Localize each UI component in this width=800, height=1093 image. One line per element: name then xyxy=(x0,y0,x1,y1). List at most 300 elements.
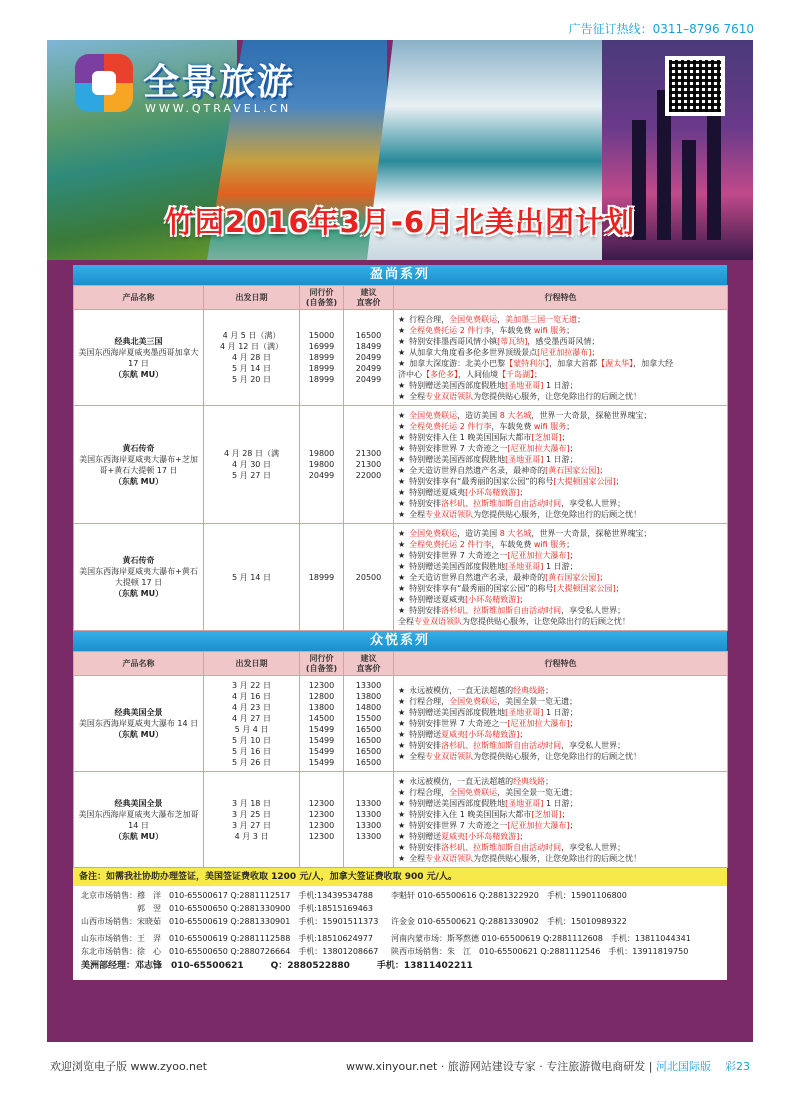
feature-text: 特别安排世界 7 大奇迹之一 xyxy=(409,820,508,830)
bullet-star-icon: ★ xyxy=(398,454,406,464)
departure-date: 4 月 3 日 xyxy=(234,831,269,841)
feature-text: ； xyxy=(566,539,575,549)
feature-text: ，车载免费 xyxy=(491,325,534,335)
bullet-star-icon: ★ xyxy=(398,719,406,728)
feature-text: 经典线路 xyxy=(513,776,546,786)
bullet-star-icon: ★ xyxy=(398,410,406,420)
feature-line xyxy=(398,787,723,798)
feature-text: [圣地亚哥] xyxy=(505,561,544,571)
feature-text: ； xyxy=(569,550,578,560)
feature-text: 特别安排入住 1 晚美国国际大都市 xyxy=(409,809,532,819)
feature-text: ； xyxy=(566,325,575,335)
feature-text: [尼亚加拉大瀑布] xyxy=(507,719,570,728)
feature-text: ； xyxy=(599,572,608,582)
feature-text: [小环岛精致游] xyxy=(465,831,520,841)
feature-text: 为您提供贴心服务，让您免除出行的后顾之忧！ xyxy=(473,509,642,519)
feature-text: 从加拿大角度看多伦多世界顶级景点 xyxy=(409,347,538,357)
retail-price: 18499 xyxy=(355,342,382,351)
retail-price: 13800 xyxy=(355,691,382,701)
feature-text: [黄石国家公园] xyxy=(545,572,600,582)
feature-text: 1 日游； xyxy=(543,798,578,808)
feature-text: [圣地亚哥] xyxy=(505,454,544,464)
header-product: 产品名称 xyxy=(74,652,204,676)
feature-text: 特别安排入住 1 晚美国国际大都市 xyxy=(409,432,532,442)
feature-text: ； xyxy=(519,487,528,497)
bullet-star-icon: ★ xyxy=(398,325,406,335)
feature-text: 特别赠送 xyxy=(409,730,442,739)
departure-date: 5 月 16 日 xyxy=(232,746,271,756)
brand-logo-text: 全景旅游 xyxy=(143,62,296,103)
feature-line xyxy=(398,685,723,696)
retail-price: 16500 xyxy=(355,757,382,767)
bullet-star-icon: ★ xyxy=(398,380,406,390)
flyer-frame xyxy=(47,40,753,1042)
feature-text: 【多伦多】 xyxy=(422,369,458,379)
bullet-star-icon: ★ xyxy=(398,798,406,808)
contact-left: 北京市场销售：穆 洋 010-65500617 Q:2881112517 手机:13439534788 xyxy=(81,891,373,900)
feature-text: 全天造访世界自然遗产名录，最神奇的 xyxy=(409,572,546,582)
feature-text: 1 日游； xyxy=(543,380,578,390)
feature-text: ； xyxy=(599,465,608,475)
retail-price: 20499 xyxy=(355,353,382,362)
plan-table xyxy=(73,651,728,868)
product-name xyxy=(74,772,204,868)
peer-price-cell xyxy=(300,524,344,631)
feature-text: ，享受私人世界； xyxy=(561,605,626,615)
header-date: 出发日期 xyxy=(204,286,300,310)
feature-line xyxy=(398,432,723,443)
feature-text: 1 日游； xyxy=(543,454,578,464)
feature-text: ，人间仙境 xyxy=(458,369,498,379)
plan-content xyxy=(73,265,727,980)
feature-text: [圣地亚哥] xyxy=(505,380,544,390)
product-name-line: 美国东西海岸夏威夷大瀑布芝加哥 14 日 xyxy=(78,809,199,830)
departure-date: 3 月 25 日 xyxy=(232,809,271,819)
feature-text: ，享受私人世界； xyxy=(561,842,626,852)
departure-date: 4 月 16 日 xyxy=(232,691,271,701)
bullet-star-icon: ★ xyxy=(398,776,406,786)
product-name xyxy=(74,406,204,524)
feature-line xyxy=(398,410,723,421)
peer-price: 12800 xyxy=(308,691,335,701)
feature-text: 经典线路 xyxy=(513,686,546,695)
feature-text: ； xyxy=(561,809,570,819)
product-name-line: 美国东西海岸夏威夷大瀑布+芝加哥+黄石大提顿 17 日 xyxy=(79,454,198,475)
feature-text: ； xyxy=(615,476,624,486)
bullet-star-icon: ★ xyxy=(398,730,406,739)
feature-line xyxy=(398,476,723,487)
feature-text: 全国免费联运 xyxy=(409,410,458,420)
bullet-star-icon: ★ xyxy=(398,476,406,486)
bullet-star-icon: ★ xyxy=(398,347,406,357)
departure-date: 5 月 14 日 xyxy=(232,364,271,373)
contact-row xyxy=(81,932,721,945)
feature-text: 特别赠送美国西部度假胜地 xyxy=(409,380,506,390)
feature-text: 特别安排享有“最秀丽的国家公园”的称号 xyxy=(409,476,554,486)
contact-right: 李魁轩 010-65500616 Q:2881322920 手机：15901106800 xyxy=(391,891,627,900)
retail-price: 21300 xyxy=(355,449,382,458)
bullet-star-icon: ★ xyxy=(398,421,406,431)
peer-price: 20499 xyxy=(308,471,335,480)
feature-text: ，享受私人世界； xyxy=(561,741,626,750)
contact-row xyxy=(81,889,721,902)
feature-text: ，世界一大奇景，探秘世界瑰宝； xyxy=(531,410,652,420)
feature-line xyxy=(398,831,723,842)
retail-price-cell xyxy=(344,406,394,524)
contact-left: 山东市场销售：王 羿 010-65500619 Q:2881112588 手机:18510624977 xyxy=(81,934,373,943)
feature-text: [尼亚加拉瀑布] xyxy=(537,347,592,357)
feature-text: 永远被模仿，一直无法超越的 xyxy=(409,686,514,695)
bullet-star-icon: ★ xyxy=(398,314,406,324)
product-name-line: 黄石传奇 xyxy=(122,556,155,565)
feature-line xyxy=(398,380,723,391)
feature-text: 为您提供贴心服务，让您免除出行的后顾之忧！ xyxy=(473,391,642,401)
table-row xyxy=(74,406,728,524)
feature-text: 夏威夷 xyxy=(441,730,466,739)
peer-price: 13800 xyxy=(308,702,335,712)
visa-note: 备注：如需我社协助办理签证，美国签证费收取 1200 元/人，加拿大签证费收取 900 元/人。 xyxy=(73,868,727,886)
feature-text: [尼亚加拉大瀑布] xyxy=(507,550,570,560)
bullet-star-icon: ★ xyxy=(398,752,406,761)
contact-right xyxy=(391,902,721,915)
feature-text: 专业双语领队 xyxy=(425,391,474,401)
peer-price: 19800 xyxy=(308,449,335,458)
feature-text: 特别安排世界 7 大奇迹之一 xyxy=(409,550,508,560)
feature-text: ； xyxy=(591,347,600,357)
retail-price: 13300 xyxy=(355,680,382,690)
feature-text: ，车载免费 xyxy=(491,421,534,431)
contact-left: 山西市场销售：宋晓茹 010-65500619 Q:2881330901 手机：15901511373 xyxy=(81,917,379,926)
departure-date: 5 月 10 日 xyxy=(232,735,271,745)
product-name-line: （东航 MU） xyxy=(113,476,164,486)
feature-text: ，享受私人世界； xyxy=(561,498,626,508)
feature-text: 全国免费联运 xyxy=(449,314,498,324)
retail-price: 20500 xyxy=(355,572,382,582)
feature-text: 1 日游； xyxy=(543,708,578,717)
bullet-star-icon: ★ xyxy=(398,809,406,819)
hero-banner xyxy=(47,40,753,260)
retail-price: 16500 xyxy=(355,746,382,756)
bullet-star-icon: ★ xyxy=(398,831,406,841)
bullet-star-icon: ★ xyxy=(398,686,406,695)
product-name-line: 经典美国全景 xyxy=(114,708,163,717)
table-row xyxy=(74,310,728,406)
peer-price: 12300 xyxy=(308,831,335,841)
bullet-star-icon: ★ xyxy=(398,853,406,863)
feature-line xyxy=(398,776,723,787)
feature-line xyxy=(398,498,723,509)
product-name-line: （东航 MU） xyxy=(113,369,164,379)
feature-text: [芝加哥] xyxy=(531,809,562,819)
peer-price: 18999 xyxy=(308,375,335,384)
departure-date: 3 月 22 日 xyxy=(232,680,271,690)
feature-text: ； xyxy=(519,730,528,739)
departure-date: 5 月 26 日 xyxy=(232,757,271,767)
feature-text: [芝加哥] xyxy=(531,432,562,442)
feature-text: ； xyxy=(569,443,578,453)
header-product: 产品名称 xyxy=(74,286,204,310)
retail-price: 16500 xyxy=(355,735,382,745)
feature-text: 特别安排享有“最秀丽的国家公园”的称号 xyxy=(409,583,554,593)
bullet-star-icon: ★ xyxy=(398,741,406,750)
header-peer-price: 同行价 (自备签) xyxy=(300,652,344,676)
feature-text: ，加拿大经 xyxy=(633,358,674,368)
departure-date: 4 月 30 日 xyxy=(232,460,271,469)
feature-text: 行程合理， xyxy=(409,697,450,706)
bullet-star-icon: ★ xyxy=(398,787,406,797)
feature-line xyxy=(398,842,723,853)
departure-date-cell xyxy=(204,406,300,524)
feature-text: 特别赠送美国西部度假胜地 xyxy=(409,708,506,717)
feature-text: wifi 服务 xyxy=(533,421,567,431)
table-row xyxy=(74,676,728,772)
feature-text: 美加墨三国一览无遗 xyxy=(505,314,578,324)
feature-text: 特别赠送 xyxy=(409,831,442,841)
feature-text: 夏威夷 xyxy=(441,831,466,841)
product-name-line: 美国东西海岸夏威夷大瀑布 14 日 xyxy=(78,719,199,728)
header-peer-price: 同行价 (自备签) xyxy=(300,286,344,310)
bullet-star-icon: ★ xyxy=(398,336,406,346)
feature-line xyxy=(398,347,723,358)
peer-price: 18999 xyxy=(308,364,335,373)
table-header-row xyxy=(74,652,728,676)
retail-price: 20499 xyxy=(355,364,382,373)
retail-price-cell xyxy=(344,524,394,631)
bullet-star-icon: ★ xyxy=(398,391,406,401)
feature-line xyxy=(398,314,723,325)
product-name-line: （东航 MU） xyxy=(113,589,164,598)
feature-text: ； xyxy=(519,594,528,604)
feature-line xyxy=(398,391,723,402)
header-retail-price: 建议 直客价 xyxy=(344,286,394,310)
feature-text: ， xyxy=(497,314,506,324)
product-name xyxy=(74,524,204,631)
bullet-star-icon: ★ xyxy=(398,498,406,508)
feature-line xyxy=(398,454,723,465)
feature-text: [圣地亚哥] xyxy=(505,798,544,808)
contact-right: 许金金 010-65500621 Q:2881330902 手机：15010989322 xyxy=(391,917,627,926)
feature-text: 特别安排墨西哥风情小镇 xyxy=(409,336,498,346)
peer-price: 18999 xyxy=(308,353,335,362)
bullet-star-icon: ★ xyxy=(398,487,406,497)
feature-text: 特别赠送夏威夷 xyxy=(409,594,466,604)
feature-text: 全程免费托运 2 件行李 xyxy=(409,539,492,549)
feature-text: 特别安排 xyxy=(409,741,442,750)
feature-text: [大提顿国家公园] xyxy=(553,476,616,486)
product-name-line: （东航 MU） xyxy=(113,730,164,739)
feature-text: 1 日游； xyxy=(543,561,578,571)
feature-text: [尼亚加拉大瀑布] xyxy=(507,443,570,453)
departure-date: 4 月 28 日（满 xyxy=(224,449,279,458)
peer-price: 15000 xyxy=(308,331,335,340)
page-title: 竹园2016年3月-6月北美出团计划 xyxy=(164,205,636,239)
retail-price: 15500 xyxy=(355,713,382,723)
contact-right: 陕西市场销售：朱 江 010-65500621 Q:2881112546 手机：13911819750 xyxy=(391,947,689,956)
contact-left: 东北市场销售：徐 心 010-65500650 Q:2880726664 手机：13801208667 xyxy=(81,947,379,956)
bullet-star-icon: ★ xyxy=(398,443,406,453)
ad-hotline: 广告征订热线：0311–8796 7610 xyxy=(568,22,754,36)
feature-text: ； xyxy=(534,369,542,379)
brand-logo-icon xyxy=(75,54,133,112)
feature-line xyxy=(398,509,723,520)
feature-text: 特别赠送美国西部度假胜地 xyxy=(409,561,506,571)
feature-line xyxy=(398,809,723,820)
feature-text: 全程免费托运 2 件行李 xyxy=(409,325,492,335)
departure-date: 3 月 27 日 xyxy=(232,820,271,830)
departure-date-cell xyxy=(204,524,300,631)
feature-text: 专业双语领队 xyxy=(425,752,474,761)
feature-text: 全程 xyxy=(409,853,426,863)
feature-text: 特别安排 xyxy=(409,842,442,852)
product-name xyxy=(74,676,204,772)
feature-line xyxy=(398,528,723,539)
header-features: 行程特色 xyxy=(394,652,728,676)
feature-line xyxy=(398,707,723,718)
feature-text: 特别安排世界 7 大奇迹之一 xyxy=(409,719,508,728)
feature-line xyxy=(398,820,723,831)
features-cell xyxy=(394,524,728,631)
departure-date: 5 月 27 日 xyxy=(232,471,271,480)
retail-price: 13300 xyxy=(355,831,382,841)
departure-date: 4 月 12 日（满） xyxy=(220,342,283,351)
feature-line xyxy=(398,696,723,707)
feature-text: ； xyxy=(545,776,554,786)
feature-text: ，美国全景一览无遗； xyxy=(497,697,578,706)
feature-text: 专业双语领队 xyxy=(425,853,474,863)
feature-line xyxy=(398,616,723,627)
bullet-star-icon: ★ xyxy=(398,708,406,717)
feature-text: ，感受墨西哥风情； xyxy=(527,336,600,346)
feature-line xyxy=(398,853,723,864)
peer-price: 15499 xyxy=(308,757,335,767)
bullet-star-icon: ★ xyxy=(398,539,406,549)
feature-text: 【蒙特利尔】 xyxy=(505,358,550,368)
feature-text: ； xyxy=(615,583,624,593)
feature-text: [小环岛精致游] xyxy=(465,594,520,604)
feature-line xyxy=(398,718,723,729)
feature-line xyxy=(398,336,723,347)
retail-price: 16500 xyxy=(355,724,382,734)
feature-line xyxy=(398,740,723,751)
header-features: 行程特色 xyxy=(394,286,728,310)
feature-line xyxy=(398,539,723,550)
retail-price: 13300 xyxy=(355,798,382,808)
feature-text: 特别赠送美国西部度假胜地 xyxy=(409,798,506,808)
feature-text: [黄石国家公园] xyxy=(545,465,600,475)
peer-price: 15499 xyxy=(308,724,335,734)
peer-price: 12300 xyxy=(308,680,335,690)
feature-text: 全天造访世界自然遗产名录，最神奇的 xyxy=(409,465,546,475)
feature-text: 洛杉矶、拉斯维加斯自由活动时间 xyxy=(441,498,562,508)
peer-price-cell xyxy=(300,772,344,868)
series-title: 盈尚系列 xyxy=(73,265,727,285)
feature-text: 全国免费联运 xyxy=(449,787,498,797)
feature-line xyxy=(398,487,723,498)
table-header-row xyxy=(74,286,728,310)
feature-text: 特别赠送美国西部度假胜地 xyxy=(409,454,506,464)
product-name-line: 黄石传奇 xyxy=(122,443,155,453)
footer-right xyxy=(346,1058,750,1074)
feature-text: 洛杉矶、拉斯维加斯自由活动时间 xyxy=(441,605,562,615)
departure-date: 5 月 14 日 xyxy=(232,572,271,582)
product-name-line: 经典美国全景 xyxy=(114,798,163,808)
feature-text: 特别安排世界 7 大奇迹之一 xyxy=(409,443,508,453)
feature-text: 为您提供贴心服务，让您免除出行的后顾之忧！ xyxy=(473,752,642,761)
departure-date: 4 月 5 日（满） xyxy=(222,331,281,340)
feature-text: wifi 服务 xyxy=(533,325,567,335)
features-cell xyxy=(394,772,728,868)
peer-price-cell xyxy=(300,676,344,772)
footer-left-link[interactable]: 欢迎浏览电子版 www.zyoo.net xyxy=(50,1060,208,1073)
bullet-star-icon: ★ xyxy=(398,594,406,604)
feature-text: [大提顿国家公园] xyxy=(553,583,616,593)
contact-row xyxy=(81,915,721,928)
feature-line xyxy=(398,605,723,616)
feature-text: 行程合理， xyxy=(409,314,450,324)
feature-text: 全国免费联运 xyxy=(449,697,498,706)
feature-text: 全程 xyxy=(409,391,426,401)
feature-line xyxy=(398,325,723,336)
feature-text: 专业双语领队 xyxy=(414,616,462,626)
bullet-star-icon: ★ xyxy=(398,465,406,475)
manager-contact: 美洲部经理：邓志锋 010-65500621 Q：2880522880 手机：13811402211 xyxy=(81,961,473,971)
peer-price: 16999 xyxy=(308,342,335,351)
bullet-star-icon: ★ xyxy=(398,572,406,582)
feature-text: 8 大名城 xyxy=(499,410,532,420)
feature-text: 行程合理， xyxy=(409,787,450,797)
product-name-line: （东航 MU） xyxy=(113,831,164,841)
retail-price: 20499 xyxy=(355,375,382,384)
feature-line xyxy=(398,798,723,809)
bullet-star-icon: ★ xyxy=(398,561,406,571)
plan-table xyxy=(73,285,728,631)
bullet-star-icon: ★ xyxy=(398,605,406,615)
contact-right: 河南内蒙市场：斯琴熬德 010-65500619 Q:2881112608 手机：13811044341 xyxy=(391,934,691,943)
bullet-star-icon: ★ xyxy=(398,583,406,593)
product-name-line: 美国东西海岸夏威夷墨西哥加拿大 17 日 xyxy=(78,347,199,368)
contact-row xyxy=(81,945,721,958)
bullet-star-icon: ★ xyxy=(398,432,406,442)
product-name-line: 经典北美三国 xyxy=(114,336,163,346)
feature-text: 洛杉矶、拉斯维加斯自由活动时间 xyxy=(441,741,562,750)
departure-date: 4 月 23 日 xyxy=(232,702,271,712)
features-cell xyxy=(394,676,728,772)
feature-text: ； xyxy=(577,314,586,324)
feature-line xyxy=(398,358,723,369)
peer-price-cell xyxy=(300,310,344,406)
feature-line xyxy=(398,369,723,380)
peer-price: 12300 xyxy=(308,820,335,830)
departure-date: 5 月 4 日 xyxy=(234,724,269,734)
feature-text: 【渥太华】 xyxy=(597,358,634,368)
page-footer xyxy=(50,1058,750,1074)
features-cell xyxy=(394,310,728,406)
retail-price: 13300 xyxy=(355,809,382,819)
peer-price: 12300 xyxy=(308,798,335,808)
feature-text: [小环岛精致游] xyxy=(465,730,520,739)
departure-date: 4 月 27 日 xyxy=(232,713,271,723)
retail-price: 22000 xyxy=(355,471,382,480)
feature-text: 为您提供贴心服务，让您免除出行的后顾之忧！ xyxy=(462,616,630,626)
peer-price: 19800 xyxy=(308,460,335,469)
feature-line xyxy=(398,594,723,605)
feature-text: ； xyxy=(569,719,578,728)
departure-date: 3 月 18 日 xyxy=(232,798,271,808)
feature-text: ，世界一大奇景，探秘世界瑰宝； xyxy=(531,528,652,538)
feature-text: 济中心 xyxy=(398,369,422,379)
feature-text: ； xyxy=(566,421,575,431)
feature-text: ，车载免费 xyxy=(491,539,534,549)
